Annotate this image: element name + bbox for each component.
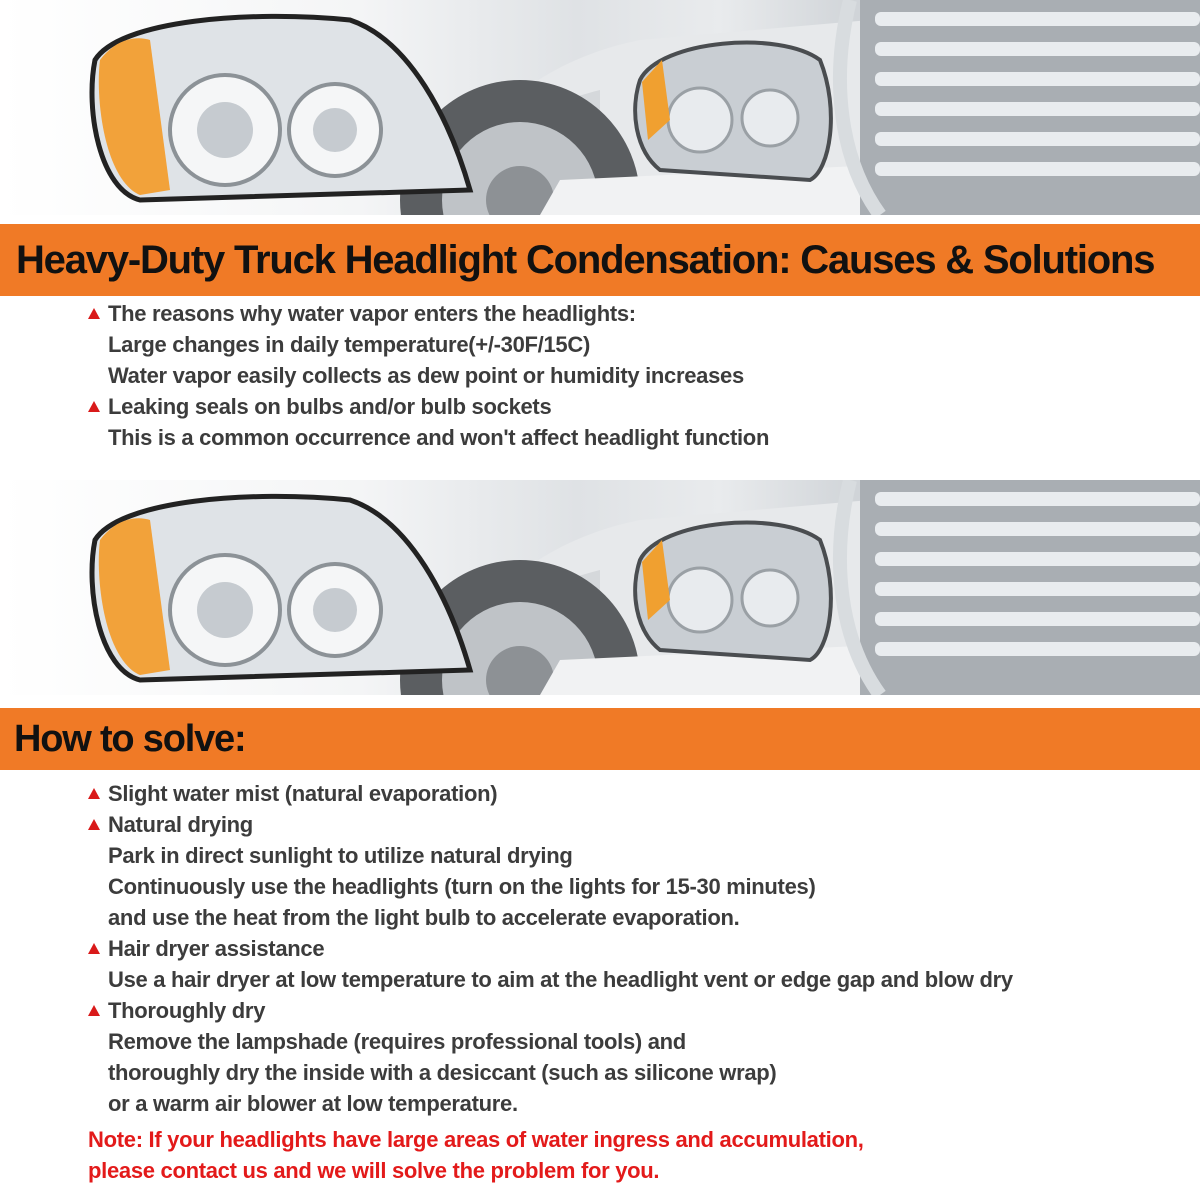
solve-item-9: thoroughly dry the inside with a desiccant (such as silicone wrap) [108, 1059, 777, 1085]
contact-note [88, 1124, 1168, 1186]
headlight-and-truck-photo-2 [0, 480, 1200, 695]
causes-item-2: Water vapor easily collects as dew point or humidity increases [108, 362, 744, 388]
causes-title: Heavy-Duty Truck Headlight Condensation: Causes & Solutions [16, 237, 1155, 282]
causes-list [88, 298, 1168, 453]
causes-item-1: Large changes in daily temperature(+/-30F/15C) [108, 331, 590, 357]
causes-item-3: Leaking seals on bulbs and/or bulb sockets [88, 391, 1168, 422]
solve-item-0: Slight water mist (natural evaporation) [88, 778, 1168, 809]
causes-title-bar [0, 224, 1200, 296]
causes-item-0: The reasons why water vapor enters the headlights: [88, 298, 1168, 329]
headlight-truck-illustration-2 [0, 480, 1200, 695]
bullet-triangle-icon [88, 401, 108, 412]
solve-item-7: Thoroughly dry [88, 995, 1168, 1026]
headlight-and-truck-photo-1 [0, 0, 1200, 215]
solve-item-6: Use a hair dryer at low temperature to aim at the headlight vent or edge gap and blow dry [108, 966, 1013, 992]
note-line-1: please contact us and we will solve the problem for you. [88, 1157, 660, 1183]
bullet-triangle-icon [88, 819, 108, 830]
solve-item-1: Natural drying [88, 809, 1168, 840]
solve-title: How to solve: [14, 717, 246, 760]
solve-item-2: Park in direct sunlight to utilize natural drying [108, 842, 573, 868]
solve-item-8: Remove the lampshade (requires professional tools) and [108, 1028, 686, 1054]
solve-item-4: and use the heat from the light bulb to accelerate evaporation. [108, 904, 740, 930]
headlight-truck-illustration-1 [0, 0, 1200, 215]
causes-item-4: This is a common occurrence and won't affect headlight function [108, 424, 770, 450]
bullet-triangle-icon [88, 788, 108, 799]
note-line-0: Note: If your headlights have large areas of water ingress and accumulation, [88, 1126, 864, 1152]
solve-title-bar [0, 708, 1200, 770]
solve-item-5: Hair dryer assistance [88, 933, 1168, 964]
solve-item-3: Continuously use the headlights (turn on the lights for 15-30 minutes) [108, 873, 816, 899]
solve-item-10: or a warm air blower at low temperature. [108, 1090, 518, 1116]
bullet-triangle-icon [88, 308, 108, 319]
solve-list [88, 778, 1168, 1119]
bullet-triangle-icon [88, 943, 108, 954]
bullet-triangle-icon [88, 1005, 108, 1016]
